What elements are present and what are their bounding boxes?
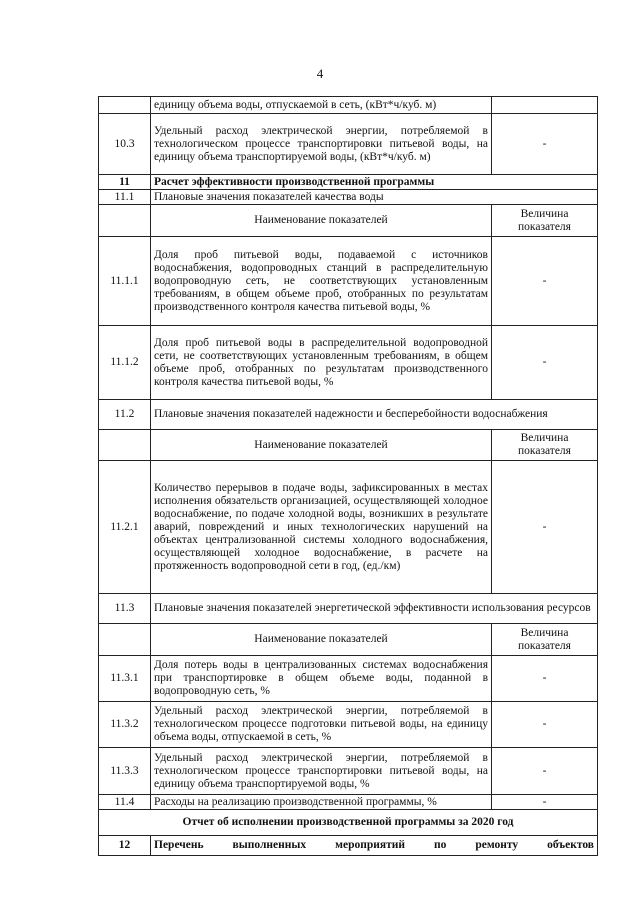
table-row — [99, 237, 598, 326]
table-row — [99, 656, 598, 702]
header-name: Наименование показателей — [151, 205, 492, 237]
row-number: 11.3.3 — [99, 748, 151, 795]
row-description: Доля проб питьевой воды, подаваемой с источников водоснабжения, водопроводных станций в распределительную водопроводную сеть, не соответствующих установленным требованиям, в общем объеме проб, отобранных по результатам производственного контроля качества питьевой воды, % — [151, 237, 492, 326]
table-row — [99, 810, 598, 836]
row-value: - — [492, 237, 598, 326]
row-number — [99, 624, 151, 656]
row-number: 12 — [99, 836, 151, 856]
row-number: 11.1.1 — [99, 237, 151, 326]
table-row — [99, 795, 598, 810]
row-number: 11.4 — [99, 795, 151, 810]
table-row — [99, 175, 598, 190]
table-row — [99, 114, 598, 175]
row-description: Удельный расход электрической энергии, потребляемой в технологическом процессе транспортировки питьевой воды, на единицу объема транспортируемой воды, (кВт*ч/куб. м) — [151, 114, 492, 175]
row-value: - — [492, 795, 598, 810]
row-number: 11 — [99, 175, 151, 190]
row-number: 11.3 — [99, 594, 151, 624]
table-row — [99, 461, 598, 594]
row-description: Доля потерь воды в централизованных системах водоснабжения при транспортировке в общем объеме воды, поданной в водопроводную сеть, % — [151, 656, 492, 702]
row-number — [99, 205, 151, 237]
row-value — [492, 97, 598, 114]
subsection-title: Плановые значения показателей энергетической эффективности использования ресурсов — [151, 594, 598, 624]
page-number: 4 — [316, 66, 324, 81]
row-number: 11.2.1 — [99, 461, 151, 594]
row-number: 11.1 — [99, 190, 151, 205]
table-row — [99, 97, 598, 114]
subsection-title: Плановые значения показателей качества воды — [151, 190, 598, 205]
table-header-row — [99, 624, 598, 656]
table-row — [99, 836, 598, 856]
table-row — [99, 702, 598, 748]
report-title: Отчет об исполнении производственной программы за 2020 год — [99, 810, 598, 836]
row-value: - — [492, 656, 598, 702]
row-description: Удельный расход электрической энергии, потребляемой в технологическом процессе транспортировки питьевой воды, на единицу объема транспортируемой воды, % — [151, 748, 492, 795]
header-name: Наименование показателей — [151, 624, 492, 656]
subsection-title: Плановые значения показателей надежности и бесперебойности водоснабжения — [151, 400, 598, 430]
row-description: Доля проб питьевой воды в распределительной водопроводной сети, не соответствующих установленным требованиям, в общем объеме проб, отобранных по результатам производственного контроля качества питьевой воды, % — [151, 326, 492, 400]
row-number — [99, 430, 151, 461]
row-value: - — [492, 748, 598, 795]
row-number: 11.2 — [99, 400, 151, 430]
row-value: - — [492, 702, 598, 748]
table-header-row — [99, 205, 598, 237]
row-value: - — [492, 114, 598, 175]
table-row — [99, 594, 598, 624]
header-name: Наименование показателей — [151, 430, 492, 461]
row-number — [99, 97, 151, 114]
row-description: Расходы на реализацию производственной программы, % — [151, 795, 492, 810]
row-description: Удельный расход электрической энергии, потребляемой в технологическом процессе подготовки питьевой воды, на единицу объема воды, отпускаемой в сеть, % — [151, 702, 492, 748]
table-row — [99, 748, 598, 795]
table-row — [99, 190, 598, 205]
section-title: Расчет эффективности производственной программы — [151, 175, 598, 190]
table-header-row — [99, 430, 598, 461]
row-number: 11.3.2 — [99, 702, 151, 748]
row-number: 10.3 — [99, 114, 151, 175]
row-number: 11.1.2 — [99, 326, 151, 400]
row-description: единицу объема воды, отпускаемой в сеть, (кВт*ч/куб. м) — [151, 97, 492, 114]
row-value: - — [492, 326, 598, 400]
header-value: Величина показателя — [492, 430, 598, 461]
program-table — [98, 96, 598, 856]
header-value: Величина показателя — [492, 205, 598, 237]
table-row — [99, 326, 598, 400]
row-value: - — [492, 461, 598, 594]
row-number: 11.3.1 — [99, 656, 151, 702]
row-description: Количество перерывов в подаче воды, зафиксированных в местах исполнения обязательств организацией, осуществляющей холодное водоснабжение, по подаче холодной воды, возникших в результате аварий, повреждений и иных технологических нарушений на объектах централизованной системы холодного водоснабжения, осуществляющей холодное водоснабжение, в расчете на протяженность водопроводной сети в год, (ед./км) — [151, 461, 492, 594]
table-row — [99, 400, 598, 430]
row-description: Перечень выполненных мероприятий по ремонту объектов — [151, 836, 598, 856]
header-value: Величина показателя — [492, 624, 598, 656]
